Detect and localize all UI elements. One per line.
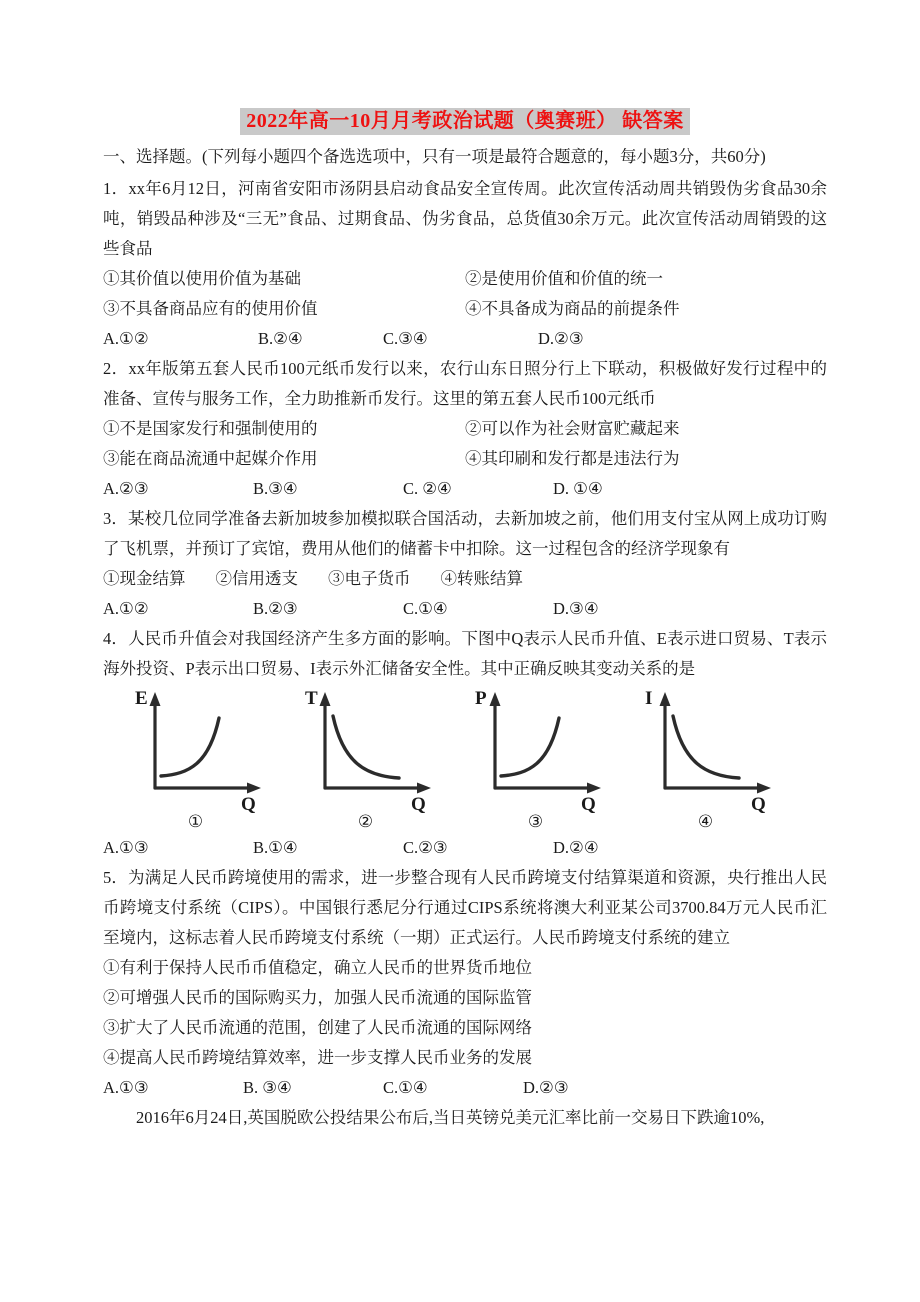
question-1-sub-options	[103, 264, 827, 324]
question-2	[103, 354, 827, 504]
graph-3-curve	[501, 718, 559, 776]
graph-2-y-label: T	[305, 688, 318, 709]
graph-1-x-label: Q	[241, 794, 256, 813]
page-title	[103, 106, 827, 136]
question-1-answer-a[interactable]: A.①②	[103, 329, 149, 348]
question-3-sub-1: ①现金结算	[103, 569, 186, 588]
question-3-number: 3．	[103, 509, 129, 528]
graph-2	[303, 688, 473, 833]
question-4	[103, 624, 827, 863]
graph-4-y-label: I	[645, 688, 653, 709]
question-3-answer-d[interactable]: D.③④	[553, 599, 599, 618]
graph-2-curve	[333, 716, 399, 778]
question-1-sub-4: ④不具备成为商品的前提条件	[465, 299, 680, 318]
question-4-number: 4．	[103, 629, 129, 648]
question-5	[103, 863, 827, 1103]
graph-1	[133, 688, 303, 833]
question-1-sub-row-2	[103, 294, 827, 324]
question-2-sub-4: ④其印刷和发行都是违法行为	[465, 449, 680, 468]
question-1-number: 1．	[103, 179, 129, 198]
question-3-sub-3: ③电子货币	[328, 569, 411, 588]
question-5-answer-c[interactable]: C.①④	[383, 1078, 428, 1097]
question-5-answer-a[interactable]: A.①③	[103, 1078, 149, 1097]
graph-2-x-arrow	[417, 783, 431, 794]
question-3-sub-2: ②信用透支	[215, 569, 298, 588]
question-5-sub-1: ①有利于保持人民币币值稳定，确立人民币的世界货币地位	[103, 958, 532, 977]
question-1-sub-row-1	[103, 264, 827, 294]
question-2-sub-1: ①不是国家发行和强制使用的	[103, 419, 318, 438]
question-3-answer-c[interactable]: C.①④	[403, 599, 448, 618]
graph-2-svg	[303, 688, 453, 813]
graph-4	[643, 688, 813, 833]
question-1-sub-3: ③不具备商品应有的使用价值	[103, 299, 318, 318]
question-4-answer-c[interactable]: C.②③	[403, 838, 448, 857]
question-5-text: 为满足人民币跨境使用的需求，进一步整合现有人民币跨境支付结算渠道和资源，央行推出人民币跨境支付系统（CIPS）。中国银行悉尼分行通过CIPS系统将澳大利亚某公司3700.84万元人民币汇至境内，这标志着人民币跨境支付系统（一期）正式运行。人民币跨境支付系统的建立	[103, 868, 828, 947]
question-3-answer-b[interactable]: B.②③	[253, 599, 298, 618]
question-2-stem	[103, 354, 827, 414]
question-5-number: 5．	[103, 868, 129, 887]
question-3	[103, 504, 827, 624]
question-1-sub-2: ②是使用价值和价值的统一	[465, 269, 663, 288]
question-4-stem	[103, 624, 827, 684]
graph-4-svg	[643, 688, 793, 813]
graph-1-y-label: E	[135, 688, 148, 709]
trailing-paragraph: 2016年6月24日,英国脱欧公投结果公布后,当日英镑兑美元汇率比前一交易日下跌逾10%,	[136, 1108, 765, 1127]
question-4-answer-a[interactable]: A.①③	[103, 838, 149, 857]
question-5-sub-3: ③扩大了人民币流通的范围，创建了人民币流通的国际网络	[103, 1018, 532, 1037]
question-4-answers	[103, 833, 827, 863]
graph-2-number: ②	[357, 812, 374, 831]
question-3-sub-options	[103, 564, 827, 594]
question-1	[103, 174, 827, 354]
question-5-stem	[103, 863, 827, 953]
question-2-answer-b[interactable]: B.③④	[253, 479, 298, 498]
question-5-sub-2: ②可增强人民币的国际购买力，加强人民币流通的国际监管	[103, 988, 532, 1007]
question-2-sub-options	[103, 414, 827, 474]
question-5-answer-b[interactable]: B. ③④	[243, 1078, 292, 1097]
page-title-text: 2022年高一10月月考政治试题（奥赛班） 缺答案	[240, 108, 690, 135]
graph-4-y-arrow	[660, 692, 671, 706]
question-2-answers	[103, 474, 827, 504]
question-5-answer-d[interactable]: D.②③	[523, 1078, 569, 1097]
question-2-sub-2: ②可以作为社会财富贮藏起来	[465, 419, 680, 438]
graph-1-svg	[133, 688, 283, 813]
graph-3	[473, 688, 643, 833]
graph-4-number: ④	[697, 812, 714, 831]
question-2-sub-row-2	[103, 444, 827, 474]
graph-4-curve	[673, 716, 739, 778]
graph-4-x-arrow	[757, 783, 771, 794]
question-2-answer-c[interactable]: C. ②④	[403, 479, 452, 498]
question-3-answer-a[interactable]: A.①②	[103, 599, 149, 618]
question-5-answers	[103, 1073, 827, 1103]
graph-2-x-label: Q	[411, 794, 426, 813]
graph-3-svg	[473, 688, 623, 813]
question-1-answer-d[interactable]: D.②③	[538, 329, 584, 348]
question-3-stem	[103, 504, 827, 564]
question-4-answer-b[interactable]: B.①④	[253, 838, 298, 857]
question-1-sub-1: ①其价值以使用价值为基础	[103, 269, 301, 288]
graph-3-x-arrow	[587, 783, 601, 794]
graph-1-number: ①	[187, 812, 204, 831]
graph-3-number: ③	[527, 812, 544, 831]
question-1-answers	[103, 324, 827, 354]
question-3-sub-4: ④转账结算	[440, 569, 523, 588]
graph-row	[103, 688, 827, 833]
question-2-answer-d[interactable]: D. ①④	[553, 479, 603, 498]
question-2-answer-a[interactable]: A.②③	[103, 479, 149, 498]
question-1-answer-b[interactable]: B.②④	[258, 329, 303, 348]
graph-1-y-arrow	[150, 692, 161, 706]
graph-2-y-arrow	[320, 692, 331, 706]
question-5-sub-4: ④提高人民币跨境结算效率，进一步支撑人民币业务的发展	[103, 1048, 532, 1067]
question-4-figure	[103, 688, 827, 833]
question-2-number: 2．	[103, 359, 129, 378]
page-content	[103, 106, 827, 1133]
graph-1-curve	[161, 718, 219, 776]
question-1-text: xx年6月12日，河南省安阳市汤阴县启动食品安全宣传周。此次宣传活动周共销毁伪劣食品30余吨，销毁品种涉及“三无”食品、过期食品、伪劣食品，总货值30余万元。此次宣传活动周销毁的这些食品	[103, 179, 828, 258]
question-2-text: xx年版第五套人民币100元纸币发行以来，农行山东日照分行上下联动，积极做好发行过程中的准备、宣传与服务工作，全力助推新币发行。这里的第五套人民币100元纸币	[103, 359, 828, 408]
graph-3-y-arrow	[490, 692, 501, 706]
question-3-answers	[103, 594, 827, 624]
question-2-sub-row-1	[103, 414, 827, 444]
question-4-text: 人民币升值会对我国经济产生多方面的影响。下图中Q表示人民币升值、E表示进口贸易、T表示海外投资、P表示出口贸易、I表示外汇储备安全性。其中正确反映其变动关系的是	[103, 629, 827, 678]
question-5-sub-options	[103, 953, 827, 1073]
graph-4-x-label: Q	[751, 794, 766, 813]
section-heading: 一、选择题。(下列每小题四个备选选项中，只有一项是最符合题意的，每小题3分，共60分)	[103, 147, 766, 166]
graph-3-y-label: P	[475, 688, 487, 709]
question-4-answer-d[interactable]: D.②④	[553, 838, 599, 857]
question-1-answer-c[interactable]: C.③④	[383, 329, 428, 348]
question-1-stem	[103, 174, 827, 264]
graph-3-x-label: Q	[581, 794, 596, 813]
question-3-text: 某校几位同学准备去新加坡参加模拟联合国活动，去新加坡之前，他们用支付宝从网上成功订购了飞机票，并预订了宾馆，费用从他们的储蓄卡中扣除。这一过程包含的经济学现象有	[103, 509, 828, 558]
question-2-sub-3: ③能在商品流通中起媒介作用	[103, 449, 318, 468]
graph-1-x-arrow	[247, 783, 261, 794]
